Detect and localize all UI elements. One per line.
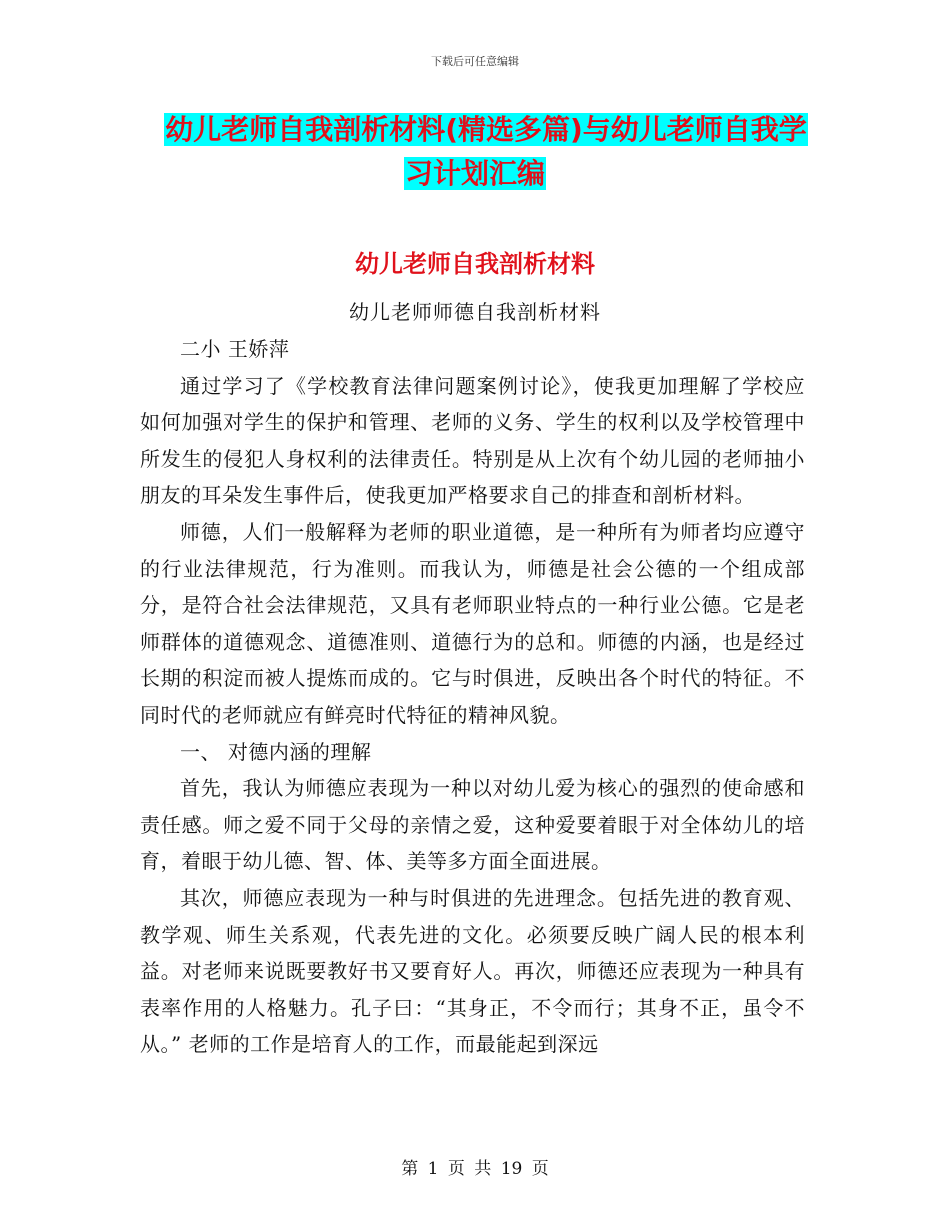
author-line: 二小 王娇萍 bbox=[180, 337, 290, 361]
subheading: 幼儿老师师德自我剖析材料 bbox=[349, 300, 601, 324]
paragraph: 首先，我认为师德应表现为一种以对幼儿爱为核心的强烈的使命感和责任感。师之爱不同于父母的亲情之爱，这种爱要着眼于对全体幼儿的培育，着眼于幼儿德、智、体、美等多方面全面进展。 bbox=[140, 776, 805, 874]
section-heading: 幼儿老师自我剖析材料 bbox=[355, 250, 595, 278]
page-number: 第 1 页 共 19 页 bbox=[401, 1159, 549, 1179]
document-title-line-1 bbox=[0, 108, 950, 152]
paragraph: 其次，师德应表现为一种与时俱进的先进理念。包括先进的教育观、教学观、师生关系观，代表先进的文化。必须要反映广阔人民的根本利益。对老师来说既要教好书又要育好人。再次，师德还应表现为一种具有表率作用的人格魅力。孔子曰：“其身正，不令而行；其身不正，虽令不从。” 老师的工作是培育人的工作，而最能起到深远 bbox=[140, 885, 805, 1057]
header-note: 下载后可任意编辑 bbox=[431, 55, 519, 68]
document-title-line-2 bbox=[0, 152, 950, 196]
paragraph: 师德，人们一般解释为老师的职业道德，是一种所有为师者均应遵守的行业法律规范，行为准则。而我认为，师德是社会公德的一个组成部分，是符合社会法律规范，又具有老师职业特点的一种行业公德。它是老师群体的道德观念、道德准则、道德行为的总和。师德的内涵，也是经过长期的积淀而被人提炼而成的。它与时俱进，反映出各个时代的特征。不同时代的老师就应有鲜亮时代特征的精神风貌。 bbox=[140, 519, 805, 727]
section-item-heading: 一、 对德内涵的理解 bbox=[180, 739, 372, 764]
body-text bbox=[140, 331, 805, 1063]
paragraph: 通过学习了《学校教育法律问题案例讨论》，使我更加理解了学校应如何加强对学生的保护和管理、老师的义务、学生的权利以及学校管理中所发生的侵犯人身权利的法律责任。特别是从上次有个幼儿园的老师抽小朋友的耳朵发生事件后，使我更加严格要求自己的排查和剖析材料。 bbox=[140, 373, 805, 508]
document-title-text-2: 习计划汇编 bbox=[404, 157, 545, 190]
document-title-text-1: 幼儿老师自我剖析材料(精选多篇)与幼儿老师自我学 bbox=[165, 113, 807, 146]
